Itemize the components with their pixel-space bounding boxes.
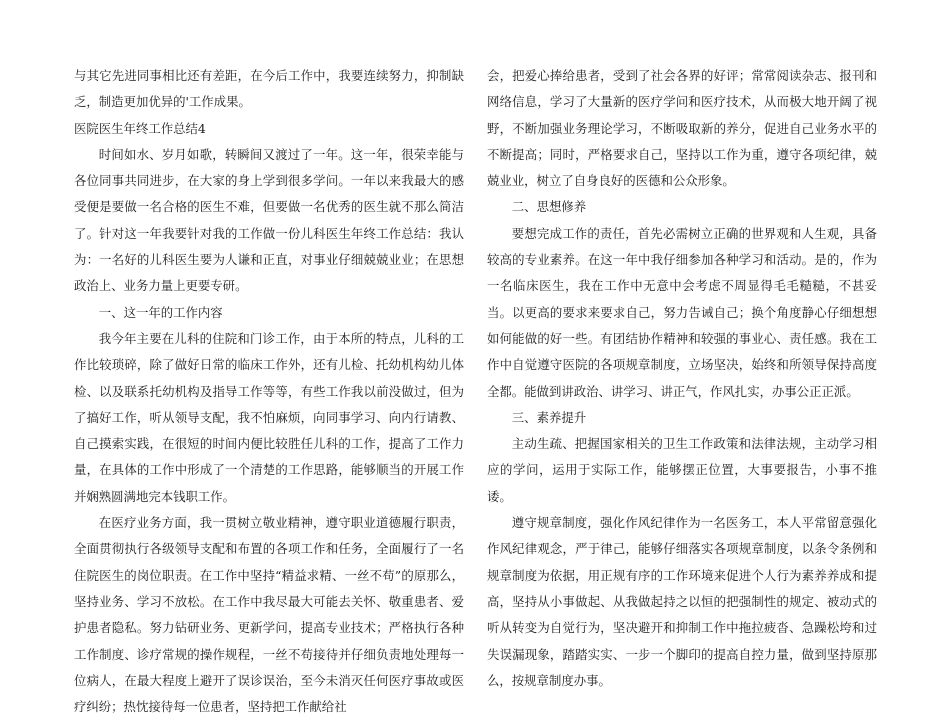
left-column — [74, 63, 464, 720]
continued-paragraph: 与其它先进同事相比还有差距，在今后工作中，我要连续努力，抑制缺乏，制造更加优异的'工作成果。 — [74, 68, 464, 110]
work-paragraph-1: 我今年主要在儿科的住院和门诊工作，由于本所的特点，儿科的工作比较琐碎，除了做好日常的临床工作外，还有儿检、托幼机构幼儿体检、以及联系托幼机构及指导工作等等，有些工作我以前没做过，但为了搞好工作，听从领导支配，我不怕麻烦，向同事学习、向内行请教、自己摸索实践，在很短的时间内便比较胜任儿科的工作，提高了工作力量，在具体的工作中形成了一个清楚的工作思路，能够顺当的开展工作并娴熟圆满地完本钱职工作。 — [74, 330, 464, 504]
work-paragraph-2: 在医疗业务方面，我一贯树立敬业精神，遵守职业道德履行职责，全面贯彻执行各级领导支配和布置的各项工作和任务，全面履行了一名住院医生的岗位职责。在工作中坚持“精益求精、一丝不苟”的原那么，坚持业务、学习不放松。在工作中我尽最大可能去关怀、敬重患者、爱护患者隐私。努力钻研业务、更新学问，提高专业技术；严格执行各种工作制度、诊疗常规的操作规程，一丝不苟接待并仔细负责地处理每一位病人，在最大程度上避开了误诊误治，至今未消灭任何医疗事故或医疗纠纷；热忱接待每一位患者，坚持把工作献给社 — [74, 515, 464, 715]
section-heading-work: 一、这一年的工作内容 — [98, 304, 223, 320]
right-column — [487, 63, 877, 694]
continued-paragraph: 会，把爱心捧给患者，受到了社会各界的好评；常常阅读杂志、报刊和网络信息，学习了大量新的医疗学问和医疗技术，从而极大地开阔了视野，不断加强业务理论学习，不断吸取新的养分，促进自己业务水平的不断提高；同时，严格要求自己，坚持以工作为重，遵守各项纪律，兢兢业业，树立了自身良好的医德和公众形象。 — [487, 68, 877, 189]
section-heading-thought: 二、思想修养 — [511, 199, 587, 215]
intro-paragraph: 时间如水、岁月如歌，转瞬间又渡过了一年。这一年，很荣幸能与各位同事共同进步，在大家的身上学到很多学问。一年以来我最大的感受便是要做一名合格的医生不难，但要做一名优秀的医生就不那么简洁了。针对这一年我要针对我的工作做一份儿科医生年终工作总结：我认为：一名好的儿科医生要为人谦和正直，对事业仔细兢兢业业；在思想政治上、业务力量上更要专研。 — [74, 146, 464, 294]
section-heading-quality: 三、素养提升 — [511, 409, 587, 425]
quality-paragraph-2: 遵守规章制度，强化作风纪律作为一名医务工，本人平常留意强化作风纪律观念，严于律己，能够仔细落实各项规章制度，以条令条例和规章制度为依据，用正规有序的工作环境来促进个人行为素养养成和提高，坚持从小事做起、从我做起持之以恒的把强制性的规定、被动式的听从转变为自觉行为，坚决避开和抑制工作中拖拉疲沓、急躁松垮和过失误漏现象，踏踏实实、一步一个脚印的提高自控力量，做到坚持原那么，按规章制度办事。 — [487, 515, 877, 688]
document-title: 医院医生年终工作总结4 — [74, 120, 206, 136]
quality-paragraph-1: 主动生疏、把握国家相关的卫生工作政策和法律法规，主动学习相应的学问，运用于实际工作，能够摆正位置，大事要报告，小事不推诿。 — [487, 436, 877, 504]
thought-paragraph: 要想完成工作的责任，首先必需树立正确的世界观和人生观，具备较高的专业素养。在这一年中我仔细参加各种学习和活动。是的，作为一名临床医生，我在工作中无意中会考虑不周显得毛毛糙糙，不甚妥当。以更高的要求来要求自己，努力告诫自己；换个角度静心仔细想想如何能做的好一些。有团结协作精神和较强的事业心、责任感。我在工作中自觉遵守医院的各项规章制度，立场坚决，始终和所领导保持高度全都。能做到讲政治、讲学习、讲正气，作风扎实，办事公正正派。 — [487, 225, 877, 399]
